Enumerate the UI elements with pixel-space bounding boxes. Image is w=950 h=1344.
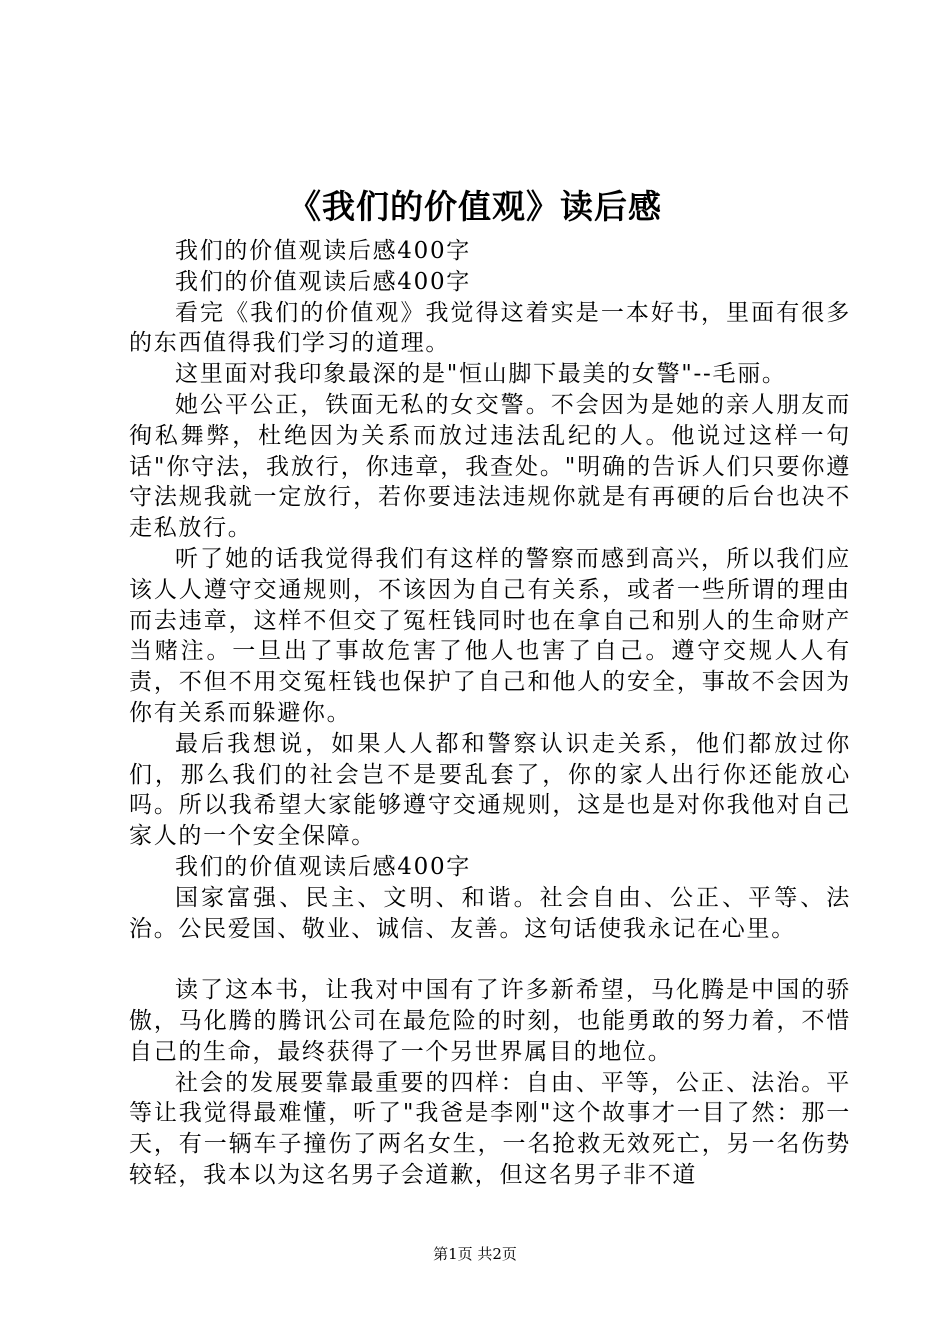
paragraph: 这里面对我印象最深的是"恒山脚下最美的女警"--毛丽。 (175, 361, 787, 388)
page-title: 《我们的价值观》读后感 (288, 187, 662, 226)
paragraph: 看完《我们的价值观》我觉得这着实是一本好书，里面有很多的东西值得我们学习的道理。 (129, 299, 851, 357)
paragraph: 读了这本书，让我对中国有了许多新希望，马化腾是中国的骄傲，马化腾的腾讯公司在最危险的时刻，也能勇敢的努力着，不惜自己的生命，最终获得了一个另世界属目的地位。 (129, 977, 851, 1065)
paragraph: 我们的价值观读后感400字 (175, 238, 471, 264)
paragraph: 国家富强、民主、文明、和谐。社会自由、公正、平等、法治。公民爱国、敬业、诚信、友善。这句话使我永记在心里。 (129, 884, 851, 942)
blank-line (129, 944, 851, 975)
paragraph: 我们的价值观读后感400字 (175, 268, 471, 295)
paragraph: 社会的发展要靠最重要的四样：自由、平等，公正、法治。平等让我觉得最难懂，听了"我爸是李刚"这个故事才一目了然：那一天，有一辆车子撞伤了两名女生，一名抢救无效死亡，另一名伤势较轻，我本以为这名男子会道歉，但这名男子非不道 (129, 1069, 851, 1188)
paragraph: 最后我想说，如果人人都和警察认识走关系，他们都放过你们，那么我们的社会岂不是要乱套了，你的家人出行你还能放心吗。所以我希望大家能够遵守交通规则，这是也是对你我他对自己家人的一个安全保障。 (129, 730, 851, 850)
paragraph: 听了她的话我觉得我们有这样的警察而感到高兴，所以我们应该人人遵守交通规则，不该因为自己有关系，或者一些所谓的理由而去违章，这样不但交了冤枉钱同时也在拿自己和别人的生命财产当赌注。一旦出了事故危害了他人也害了自己。遵守交规人人有责，不但不用交冤枉钱也保护了自己和他人的安全，事故不会因为你有关系而躲避你。 (129, 545, 851, 726)
paragraph: 我们的价值观读后感400字 (175, 853, 471, 880)
document-body (129, 236, 851, 1191)
paragraph: 她公平公正，铁面无私的女交警。不会因为是她的亲人朋友而徇私舞弊，杜绝因为关系而放过违法乱纪的人。他说过这样一句话"你守法，我放行，你违章，我查处。"明确的告诉人们只要你遵守法规我就一定放行，若你要违法违规你就是有再硬的后台也决不走私放行。 (129, 391, 851, 542)
page-footer: 第1页 共2页 (433, 1245, 517, 1263)
